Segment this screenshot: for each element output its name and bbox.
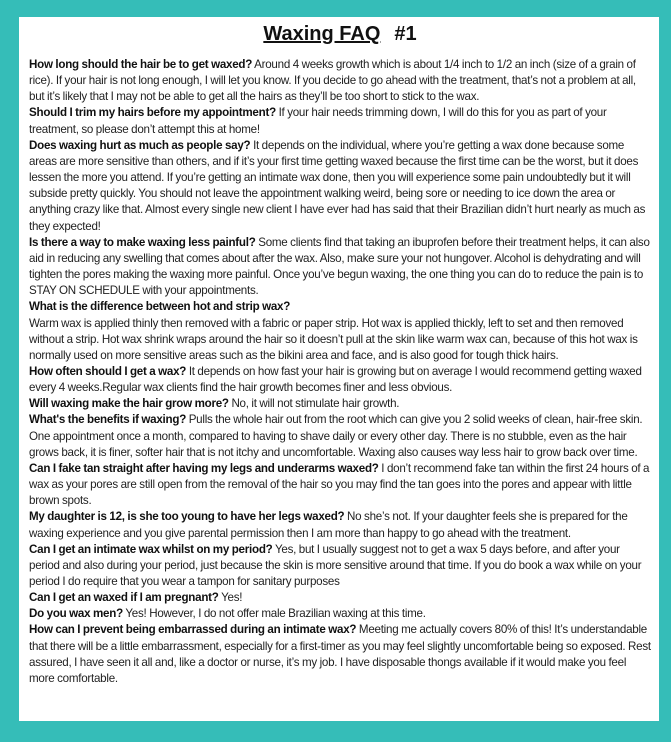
faq-question: How can I prevent being embarrassed during an intimate wax?: [29, 623, 357, 637]
faq-item: [29, 590, 651, 606]
faq-document: [19, 17, 659, 721]
faq-item: [29, 606, 651, 622]
faq-answer: It depends on how fast your hair is growing but on average I would recommend getting waxed every 4 weeks.Regular wax clients find the hair growth becomes finer and less obvious.: [29, 364, 642, 395]
faq-item: [29, 138, 651, 235]
title-text: Waxing FAQ: [263, 23, 381, 45]
faq-item: [29, 396, 651, 412]
faq-question: Do you wax men?: [29, 607, 123, 621]
faq-question: My daughter is 12, is she too young to have her legs waxed?: [29, 510, 345, 524]
faq-item: [29, 622, 651, 687]
faq-question: Is there a way to make waxing less painful?: [29, 235, 256, 249]
faq-answer: Around 4 weeks growth which is about 1/4 inch to 1/2 an inch (size of a grain of rice). If your hair is not long enough, I will let you know. If you decide to go ahead with the treatment, that’s not a problem at all, but it’s likely that I may not be able to get all the hairs as they’ll be too short to stick to the wax.: [29, 58, 636, 104]
faq-question: Can I get an waxed if I am pregnant?: [29, 591, 219, 605]
faq-item: [29, 412, 651, 460]
faq-item: [29, 299, 651, 364]
faq-question: Should I trim my hairs before my appointment?: [29, 106, 276, 120]
faq-item: [29, 461, 651, 509]
faq-question: What is the difference between hot and strip wax?: [29, 300, 291, 314]
faq-answer: Warm wax is applied thinly then removed with a fabric or paper strip. Hot wax is applied thickly, left to set and then removed without a strip. Hot wax shrink wraps around the hair so it doesn’t pull at the skin like warm wax can, because of this hot wax is normally used on more sensitive areas such as the bikini area and face, and is also good for tough thick hairs.: [29, 316, 638, 362]
page-title: [29, 21, 651, 47]
faq-answer: Meeting me actually covers 80% of this! It’s understandable that there will be a little embarrassment, especially for a first-timer as you may feel slightly uncomfortable being so exposed. Rest assured, I have seen it all and, like a doctor or nurse, it’s my job. I have disposable thongs available if it would make you feel more comfortable.: [29, 623, 651, 685]
faq-question: Can I fake tan straight after having my legs and underarms waxed?: [29, 461, 379, 475]
faq-item: [29, 509, 651, 541]
faq-answer: Yes! However, I do not offer male Brazilian waxing at this time.: [125, 607, 426, 621]
faq-answer: Some clients find that taking an ibuprofen before their treatment helps, it can also aid in reducing any swelling that comes about after the wax. Also, make sure your not hungover. Alcohol is dehydrating and will tighten the pores making the waxing more painful. Once you’ve begun waxing, the one thing you can do to reduce the pain is to STAY ON SCHEDULE with your appointments.: [29, 235, 650, 298]
faq-question: What's the benefits if waxing?: [29, 413, 187, 427]
faq-question: Will waxing make the hair grow more?: [29, 397, 229, 411]
faq-item: [29, 57, 651, 105]
faq-answer: No she’s not. If your daughter feels she is prepared for the waxing experience and you give parental permission then I am more than happy to go ahead with the treatment.: [29, 510, 628, 540]
faq-answer: I don’t recommend fake tan within the first 24 hours of a wax as your pores are still open from the removal of the hair so you may find the tan goes into the pores and appear with little brown spots.: [29, 461, 650, 508]
faq-list: [29, 57, 651, 687]
faq-item: [29, 235, 651, 300]
faq-answer: Pulls the whole hair out from the root which can give you 2 solid weeks of clean, hair-free skin. One appointment once a month, compared to having to shave daily or every other day. There is no stubble, even as the hair grows back, it is finer, softer hair that is not itchy and uncomfortable. Waxing also causes way less hair to grow back over time.: [29, 413, 643, 459]
title-number: #1: [394, 23, 417, 45]
faq-item: [29, 542, 651, 590]
faq-answer: It depends on the individual, where you’re getting a wax done because some areas are more sensitive than others, and if it’s your first time getting waxed because the first time can be the worst, but it does lessen the more you attend. If you’re getting an intimate wax done, then you will experience some pain undoubtedly but it will subside pretty quickly. You should not leave the appointment walking weird, being sore or needing to ice down the area or anything crazy like that. Almost every single new client I have ever had has said that their Brazilian didn’t hurt nearly as much as they expected!: [29, 138, 646, 233]
faq-question: Does waxing hurt as much as people say?: [29, 138, 251, 152]
faq-answer: If your hair needs trimming down, I will do this for you as part of your treatment, so please don’t attempt this at home!: [29, 106, 607, 136]
faq-question: Can I get an intimate wax whilst on my period?: [29, 542, 273, 556]
faq-answer: No, it will not stimulate hair growth.: [231, 397, 400, 411]
faq-item: [29, 105, 651, 137]
faq-item: [29, 364, 651, 396]
faq-question: How often should I get a wax?: [29, 364, 187, 378]
faq-answer: Yes!: [221, 591, 243, 605]
faq-answer: Yes, but I usually suggest not to get a wax 5 days before, and after your period and also during your period, just because the skin is more sensitive around that time. If you do book a wax while on your period I do require that you wear a tampon for sanitary purposes: [29, 542, 642, 588]
faq-question: How long should the hair be to get waxed?: [29, 58, 253, 71]
